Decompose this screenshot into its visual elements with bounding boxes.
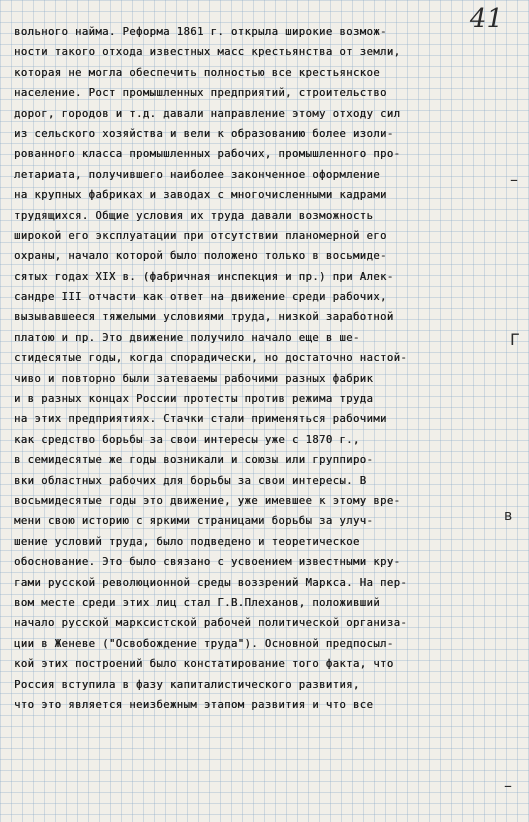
margin-dash-mark: – [504, 776, 512, 795]
text-line: и в разных концах России протесты против режима труда [14, 393, 374, 406]
text-body [14, 22, 500, 715]
text-line: в семидесятые же годы возникали и союзы или группиро- [14, 454, 374, 467]
text-line: охраны, начало которой было положено только в восьмиде- [14, 250, 387, 263]
text-line: трудящихся. Общие условия их труда давали возможность [14, 209, 374, 222]
text-line: вки областных рабочих для борьбы за свои интересы. В [14, 474, 367, 487]
text-line: шение условий труда, было подведено и теоретическое [14, 535, 360, 548]
text-line: платою и пр. Это движение получило начало еще в ше- [14, 331, 360, 344]
text-line: что это является неизбежным этапом развития и что все [14, 698, 374, 711]
text-line: сандре III отчасти как ответ на движение среди рабочих, [14, 291, 387, 304]
page-number: 41 [469, 4, 503, 34]
margin-bracket-mark: Г [510, 330, 520, 349]
text-line: рованного класса промышленных рабочих, промышленного про- [14, 148, 401, 161]
text-line: население. Рост промышленных предприятий, строительство [14, 87, 387, 100]
text-line: вольного найма. Реформа 1861 г. открыла широкие возмож- [14, 26, 387, 38]
margin-dash-mark: – [510, 170, 518, 189]
text-line: вызывавшееся тяжелыми условиями труда, низкой заработной [14, 311, 394, 324]
text-line: как средство борьбы за свои интересы уже с 1870 г., [14, 433, 360, 446]
text-line: чиво и повторно были затеваемы рабочими разных фабрик [14, 372, 374, 385]
text-line: широкой его эксплуатации при отсутствии планомерной его [14, 229, 387, 242]
text-line: восьмидесятые годы это движение, уже имевшее к этому вре- [14, 494, 401, 507]
text-line: на крупных фабриках и заводах с многочисленными кадрами [14, 189, 387, 202]
text-line: стидесятые годы, когда спорадически, но достаточно настой- [14, 352, 408, 365]
text-line: обоснование. Это было связано с усвоением известными кру- [14, 556, 401, 569]
text-line: ции в Женеве ("Освобождение труда"). Основной предпосыл- [14, 637, 394, 650]
text-line: Россия вступила в фазу капиталистического развития, [14, 678, 360, 691]
text-line: на этих предприятиях. Стачки стали применяться рабочими [14, 413, 387, 426]
text-line: начало русской марксистской рабочей политической организа- [14, 617, 408, 630]
text-line: вом месте среди этих лиц стал Г.В.Плеханов, положивший [14, 596, 381, 609]
text-line: кой этих построений было констатирование того факта, что [14, 658, 394, 671]
text-line: летариата, получившего наиболее законченное оформление [14, 168, 381, 181]
text-line: сятых годах XIX в. (фабричная инспекция и пр.) при Алек- [14, 270, 394, 283]
text-line: гами русской революционной среды воззрений Маркса. На пер- [14, 576, 408, 589]
text-line: которая не могла обеспечить полностью все крестьянское [14, 66, 381, 79]
text-line: из сельского хозяйства и вели к образованию более изоли- [14, 127, 394, 140]
text-line: дорог, городов и т.д. давали направление этому отходу сил [14, 107, 401, 120]
margin-letter-mark: в [504, 508, 513, 524]
text-line: ности такого отхода известных масс крестьянства от земли, [14, 46, 401, 59]
text-line: мени свою историю с яркими страницами борьбы за улуч- [14, 515, 374, 528]
